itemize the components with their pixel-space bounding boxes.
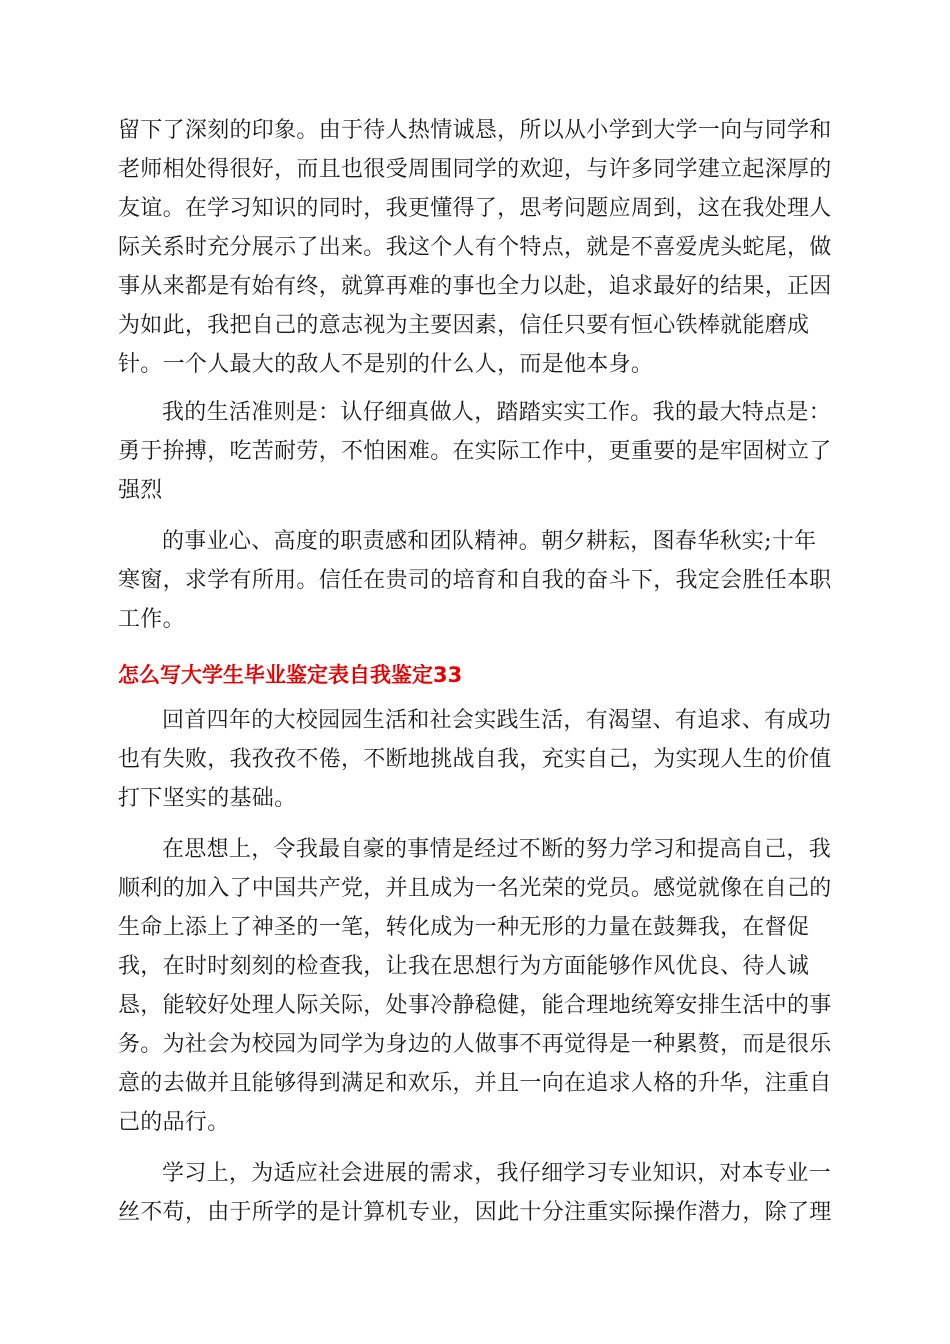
paragraph-line: 恳，能较好处理人际关际，处事冷静稳健，能合理地统筹安排生活中的事 <box>118 993 832 1018</box>
paragraph-line: 勇于拚搏，吃苦耐劳，不怕困难。在实际工作中，更重要的是牢固树立了 <box>118 439 832 464</box>
paragraph-line: 寒窗，求学有所用。信任在贵司的培育和自我的奋斗下，我定会胜任本职 <box>118 568 832 593</box>
paragraph-line: 务。为社会为校园为同学为身边的人做事不再觉得是一种累赘，而是很乐 <box>118 1032 832 1057</box>
paragraph-line: 学习上，为适应社会进展的需求，我仔细学习专业知识，对本专业一 <box>162 1161 832 1186</box>
paragraph-line: 的事业心、高度的职责感和团队精神。朝夕耕耘，图春华秋实;十年 <box>162 529 817 554</box>
paragraph-line: 在思想上，令我最自豪的事情是经过不断的努力学习和提高自己，我 <box>162 837 832 862</box>
paragraph-line: 我，在时时刻刻的检查我，让我在思想行为方面能够作风优良、待人诚 <box>118 954 810 979</box>
paragraph-line: 生命上添上了神圣的一笔，转化成为一种无形的力量在鼓舞我，在督促 <box>118 915 810 940</box>
paragraph-line: 打下坚实的基础。 <box>118 786 297 811</box>
paragraph-line: 针。一个人最大的敌人不是别的什么人，而是他本身。 <box>118 352 654 377</box>
paragraph-line: 我的生活准则是：认仔细真做人，踏踏实实工作。我的最大特点是： <box>162 400 832 425</box>
paragraph-line: 老师相处得很好，而且也很受周围同学的欢迎，与许多同学建立起深厚的 <box>118 157 832 182</box>
paragraph-line: 友谊。在学习知识的同时，我更懂得了，思考问题应周到，这在我处理人 <box>118 196 832 221</box>
paragraph-line: 意的去做并且能够得到满足和欢乐，并且一向在追求人格的升华，注重自 <box>118 1071 832 1096</box>
paragraph-line: 己的品行。 <box>118 1110 230 1135</box>
section-heading: 怎么写大学生毕业鉴定表自我鉴定33 <box>118 663 463 687</box>
paragraph-line: 强烈 <box>118 478 163 503</box>
paragraph-line: 顺利的加入了中国共产党，并且成为一名光荣的党员。感觉就像在自己的 <box>118 876 832 901</box>
paragraph-line: 丝不苟，由于所学的是计算机专业，因此十分注重实际操作潜力，除了理 <box>118 1200 832 1225</box>
paragraph-line: 为如此，我把自己的意志视为主要因素，信任只要有恒心铁棒就能磨成 <box>118 313 810 338</box>
paragraph-line: 事从来都是有始有终，就算再难的事也全力以赴，追求最好的结果，正因 <box>118 274 832 299</box>
paragraph-line: 留下了深刻的印象。由于待人热情诚恳，所以从小学到大学一向与同学和 <box>118 118 832 143</box>
paragraph-line: 也有失败，我孜孜不倦，不断地挑战自我，充实自己，为实现人生的价值 <box>118 747 832 772</box>
paragraph-line: 工作。 <box>118 607 185 632</box>
paragraph-line: 际关系时充分展示了出来。我这个人有个特点，就是不喜爱虎头蛇尾，做 <box>118 235 832 260</box>
paragraph-line: 回首四年的大校园园生活和社会实践生活，有渴望、有追求、有成功 <box>162 708 832 733</box>
